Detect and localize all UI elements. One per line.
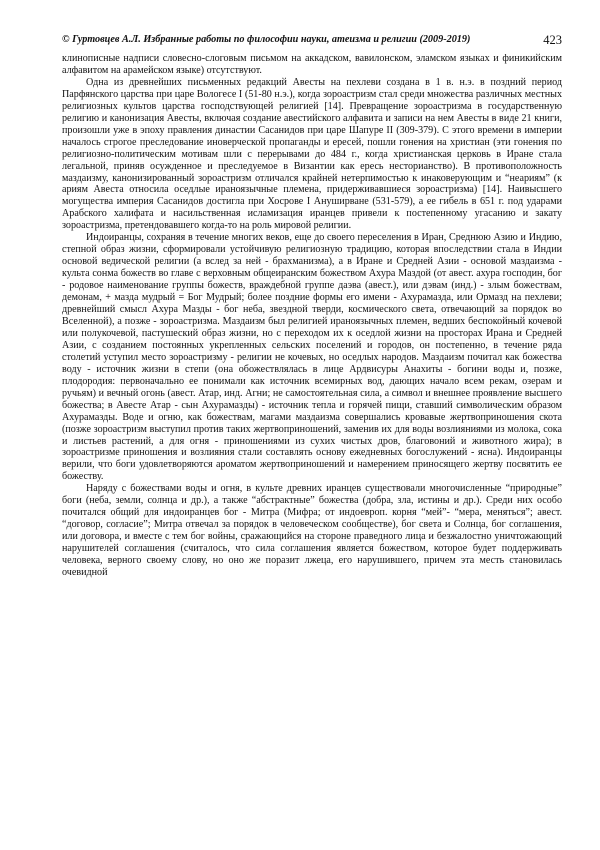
body-text <box>62 53 562 579</box>
running-header: © Гуртовцев А.Л. Избранные работы по философии науки, атеизма и религии (2009-2019) <box>62 34 471 45</box>
paragraph-continuation: клинописные надписи словесно-слоговым письмом на аккадском, вавилонском, эламском языках и финикийским алфавитом на арамейском языке) отсутствуют. <box>62 53 562 76</box>
paragraph-deities: Наряду с божествами воды и огня, в культе древних иранцев существовали многочисленные “природные” боги (неба, земли, солнца и др.), а также “абстрактные” божества (добра, зла, истины и др.). Среди них особо почитался общий для индоиранцев бог - Митра (Мифра; от индоевроп. корня “мей”- “мера, меняться”; авест. “договор, согласие”; Митра отвечал за порядок в человеческом сообществе), бог света и Солнца, бог соглашения, или договора, и вместе с тем бог войны, сражающийся на стороне праведного лица и безжалостно уничтожающий нарушителей соглашения (считалось, что сила соглашения является божеством, которое будет поддерживать человека, верного своему слову, но оно же поразит лжеца, его нарушившего, причем эта месть становилась очевидной <box>62 483 562 578</box>
page-number: 423 <box>543 33 562 47</box>
page-header <box>62 34 562 50</box>
paragraph-indoiranians: Индоиранцы, сохраняя в течение многих веков, еще до своего переселения в Иран, Среднюю Азию и Индию, степной образ жизни, сформировали устойчивую религиозную традицию, которая впоследствии стала в Индии основой ведической религии (а вслед за ней - брахманизма), а в Иране и Средней Азии - основой маздаизма - культа сонма божеств во главе с верховным общеиранским божеством Ахура Маздой (от авест. ахура господин, бог - родовое наименование группы божеств, враждебной группе даэва (авест.), или дэвам (инд.) - злым божествам, демонам, + мазда мудрый = Бог Мудрый; более поздние формы его имени - Ахурамазда, или Ормазд на пехлеви; древнейший смысл Ахура Мазды - бог неба, звездной тверди, космического света, отвечающий за порядок во Вселенной), а позже - зороастризма. Маздаизм был религией ираноязычных племен, ведших беспокойный кочевой или полукочевой, пастушеский образ жизни, но с переходом их к оседлой жизни на просторах Ирана и Средней Азии, с созданием постоянных укрепленных сельских поселений и городов, он постепенно, в течение ряда столетий уступил место зороастризму - религии не кочевых, но оседлых народов. Маздаизм почитал как божества воду - источник жизни в степи (она обожествлялась в лице Ардвисуры Анахиты - богини воды и, позже, плодородия: первоначально ее понимали как источник всемирных вод, дающих начало всем рекам, озерам и ручьям) и вечный огонь (авест. Атар, инд. Агни; не самостоятельная сила, а символ и внешнее проявление высшего божества; в Авесте Атар - сын Ахурамазды) - источник тепла и горячей пищи, ставший символическим образом Ахурамазды. Воде и огню, как божествам, магами маздаизма совершались кровавые жертвоприношения скота (позже зороастризм выступил против таких жертвоприношений, заменив их для воды возлияниями из молока, сока и листьев растений, а для огня - приношениями из сухих чистых дров, благовоний и животного жира); в зороастризме приношения и возлияния стали составлять основу ежедневных богослужений - ясна). Индоиранцы верили, что боги удовлетворяются ароматом жертвоприношений и намерением приносящего жертву посвятить ее божеству. <box>62 232 562 483</box>
paragraph-avesta: Одна из древнейших письменных редакций Авесты на пехлеви создана в 1 в. н.э. в поздний период Парфянского царства при царе Вологесе I (51-80 н.э.), когда зороастризм стал среди множества различных местных религиозных культов царства господствующей религией [14]. Превращение зороастризма в государственную религию и канонизация Авесты, включая создание авестийского алфавита и записи на нем Авесты в виде 21 книги, произошли уже в эпоху правления династии Сасанидов при царе Шапуре II (309-379). С этого времени в империи началось строгое преследование иноверческой пропаганды и ересей, пошли гонения на христиан (эти гонения по религиозно-политическим мотивам шли с перерывами до 484 г., когда христианская церковь в Иране стала легальной, приняв осужденное и преследуемое в Византии как ересь несторианство). В противоположность маздаизму, канонизированный зороастризм отличался крайней нетерпимостью к инаковерующим и “неариям” (к ариям Авеста относила оседлые ираноязычные племена, придерживавшиеся зороастризма) [14]. Наивысшего могущества империя Сасанидов достигла при Хосрове I Ануширване (531-579), а ее гибель в 651 г. под ударами Арабского халифата и насильственная исламизация иранцев привели к постепенному угасанию и закату зороастризма, претендовавшего когда-то на роль мировой религии. <box>62 76 562 232</box>
